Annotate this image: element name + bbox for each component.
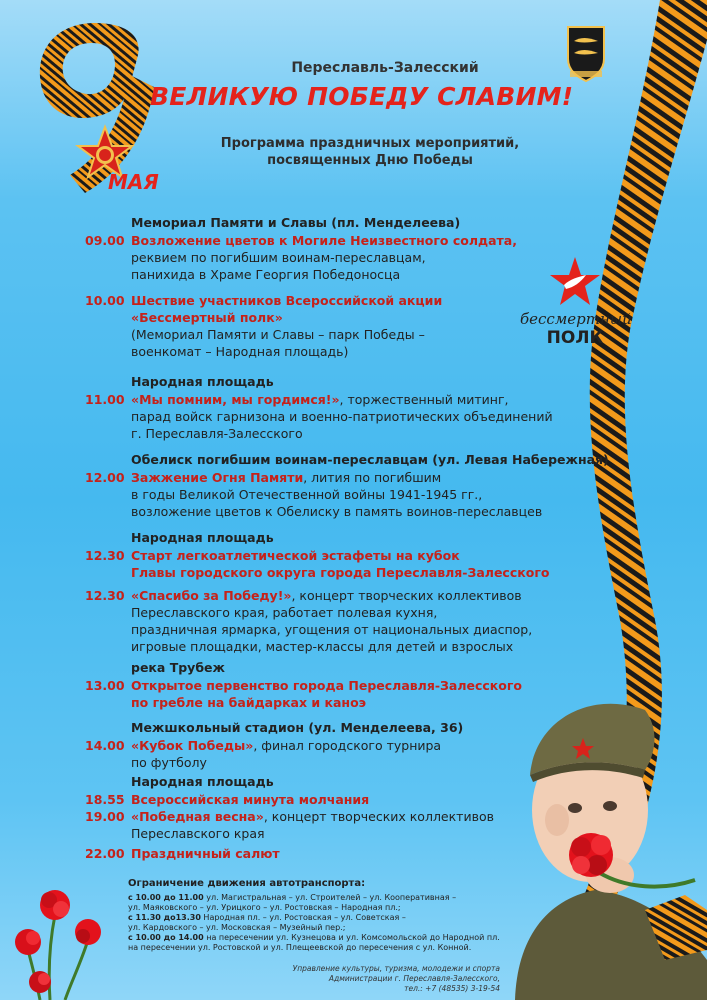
event-time: 18.55 — [85, 792, 125, 807]
polk-label: ПОЛК — [546, 328, 604, 348]
event-detail: Переславского края, работает полевая кухня, — [131, 605, 438, 620]
traffic-route: Народная пл. – ул. Ростовская – ул. Советская – — [200, 913, 406, 922]
event-title: Главы городского округа города Переславля-Залесского — [131, 565, 550, 580]
traffic-line: ул. Кардовского – ул. Московская – Музейный пер.; — [128, 923, 346, 932]
event-time: 22.00 — [85, 846, 125, 861]
event-detail: праздничная ярмарка, угощения от национальных диаспор, — [131, 622, 533, 637]
footer-phone: тел.: +7 (48535) 3-19-54 — [404, 984, 500, 993]
boy-with-carnation-image — [495, 660, 707, 1000]
city-emblem-icon — [566, 25, 606, 83]
event-detail: игровые площадки, мастер-классы для детей и взрослых — [131, 639, 514, 654]
event-title: «Кубок Победы» — [131, 738, 254, 753]
event-time: 09.00 — [85, 233, 125, 248]
traffic-route: на пересечении ул. Кузнецова и ул. Комсомольской до Народной пл. — [203, 933, 500, 942]
event-time: 14.00 — [85, 738, 125, 753]
event-detail: по футболу — [131, 755, 207, 770]
event-title: Шествие участников Всероссийской акции — [131, 293, 443, 308]
subtitle-line-1: Программа праздничных мероприятий, — [220, 136, 520, 151]
event-detail: (Мемориал Памяти и Славы – парк Победы – — [131, 327, 425, 342]
event-title: «Бессмертный полк» — [131, 310, 283, 325]
event-title: по гребле на байдарках и каноэ — [131, 695, 367, 710]
event-detail: г. Переславля-Залесского — [131, 426, 303, 441]
traffic-line — [128, 893, 456, 902]
event-title: Праздничный салют — [131, 846, 280, 861]
event-detail: , торжественный митинг, — [339, 392, 509, 407]
event-time: 13.00 — [85, 678, 125, 693]
traffic-line — [128, 933, 500, 942]
carnations-image — [10, 870, 110, 1000]
event-detail: , концерт творческих коллективов — [291, 588, 522, 603]
event-title: Открытое первенство города Переславля-Залесского — [131, 678, 522, 693]
city-name: Переславль-Залесский — [291, 60, 479, 76]
traffic-line — [128, 913, 406, 922]
venue-heading: Народная площадь — [131, 530, 274, 545]
venue-heading: Народная площадь — [131, 774, 274, 789]
event-line — [131, 588, 522, 603]
event-title: «Победная весна» — [131, 809, 264, 824]
traffic-line: ул. Маяковского – ул. Урицкого – ул. Ростовская – Народная пл.; — [128, 903, 401, 912]
event-title: Возложение цветов к Могиле Неизвестного солдата, — [131, 233, 517, 248]
page-title: ВЕЛИКУЮ ПОБЕДУ СЛАВИМ! — [150, 82, 574, 111]
event-detail: панихида в Храме Георгия Победоносца — [131, 267, 401, 282]
event-title: «Спасибо за Победу!» — [131, 588, 292, 603]
event-line — [131, 470, 441, 485]
traffic-time: с 10.00 до 14.00 — [128, 933, 204, 942]
polk-word: бессмертный — [520, 310, 632, 328]
event-detail: Переславского края — [131, 826, 265, 841]
traffic-route: ул. Магистральная – ул. Строителей – ул. Кооперативная – — [203, 893, 457, 902]
venue-heading: Народная площадь — [131, 374, 274, 389]
event-time: 12.00 — [85, 470, 125, 485]
traffic-line: на пересечении ул. Ростовской и ул. Плещеевской до пересечения с ул. Конной. — [128, 943, 472, 952]
footer-line: Управление культуры, туризма, молодежи и спорта — [292, 964, 500, 973]
event-detail: , финал городского турнира — [253, 738, 442, 753]
event-time: 10.00 — [85, 293, 125, 308]
event-detail: реквием по погибшим воинам-переславцам, — [131, 250, 426, 265]
event-time: 12.30 — [85, 548, 125, 563]
traffic-time: с 11.30 до13.30 — [128, 913, 201, 922]
venue-heading: Мемориал Памяти и Славы (пл. Менделеева) — [131, 215, 461, 230]
event-title: «Мы помним, мы гордимся!» — [131, 392, 340, 407]
date-month: МАЯ — [108, 170, 159, 194]
event-time: 19.00 — [85, 809, 125, 824]
venue-heading: Обелиск погибшим воинам-переславцам (ул. Левая Набережная) — [131, 452, 609, 467]
subtitle-line-2: посвященных Дню Победы — [267, 153, 473, 168]
event-detail: , лития по погибшим — [303, 470, 442, 485]
event-title: Старт легкоатлетической эстафеты на кубок — [131, 548, 460, 563]
event-time: 12.30 — [85, 588, 125, 603]
venue-heading: Межшкольный стадион (ул. Менделеева, 36) — [131, 720, 464, 735]
event-title: Всероссийская минута молчания — [131, 792, 370, 807]
event-detail: возложение цветов к Обелиску в память воинов-переславцев — [131, 504, 543, 519]
traffic-time: с 10.00 до 11.00 — [128, 893, 204, 902]
event-line — [131, 809, 494, 824]
traffic-title: Ограничение движения автотранспорта: — [128, 878, 366, 889]
immortal-regiment-logo — [520, 255, 630, 355]
event-line — [131, 738, 441, 753]
event-detail: военкомат – Народная площадь) — [131, 344, 349, 359]
red-star-icon — [548, 255, 602, 309]
event-time: 11.00 — [85, 392, 125, 407]
venue-heading: река Трубеж — [131, 660, 225, 675]
event-detail: в годы Великой Отечественной войны 1941-1945 гг., — [131, 487, 483, 502]
subtitle — [200, 135, 540, 169]
footer-line: Администрации г. Переславля-Залесского, — [328, 974, 500, 983]
event-title: Зажжение Огня Памяти — [131, 470, 304, 485]
event-line — [131, 392, 509, 407]
event-detail: , концерт творческих коллективов — [263, 809, 494, 824]
event-detail: парад войск гарнизона и военно-патриотических объединений — [131, 409, 553, 424]
